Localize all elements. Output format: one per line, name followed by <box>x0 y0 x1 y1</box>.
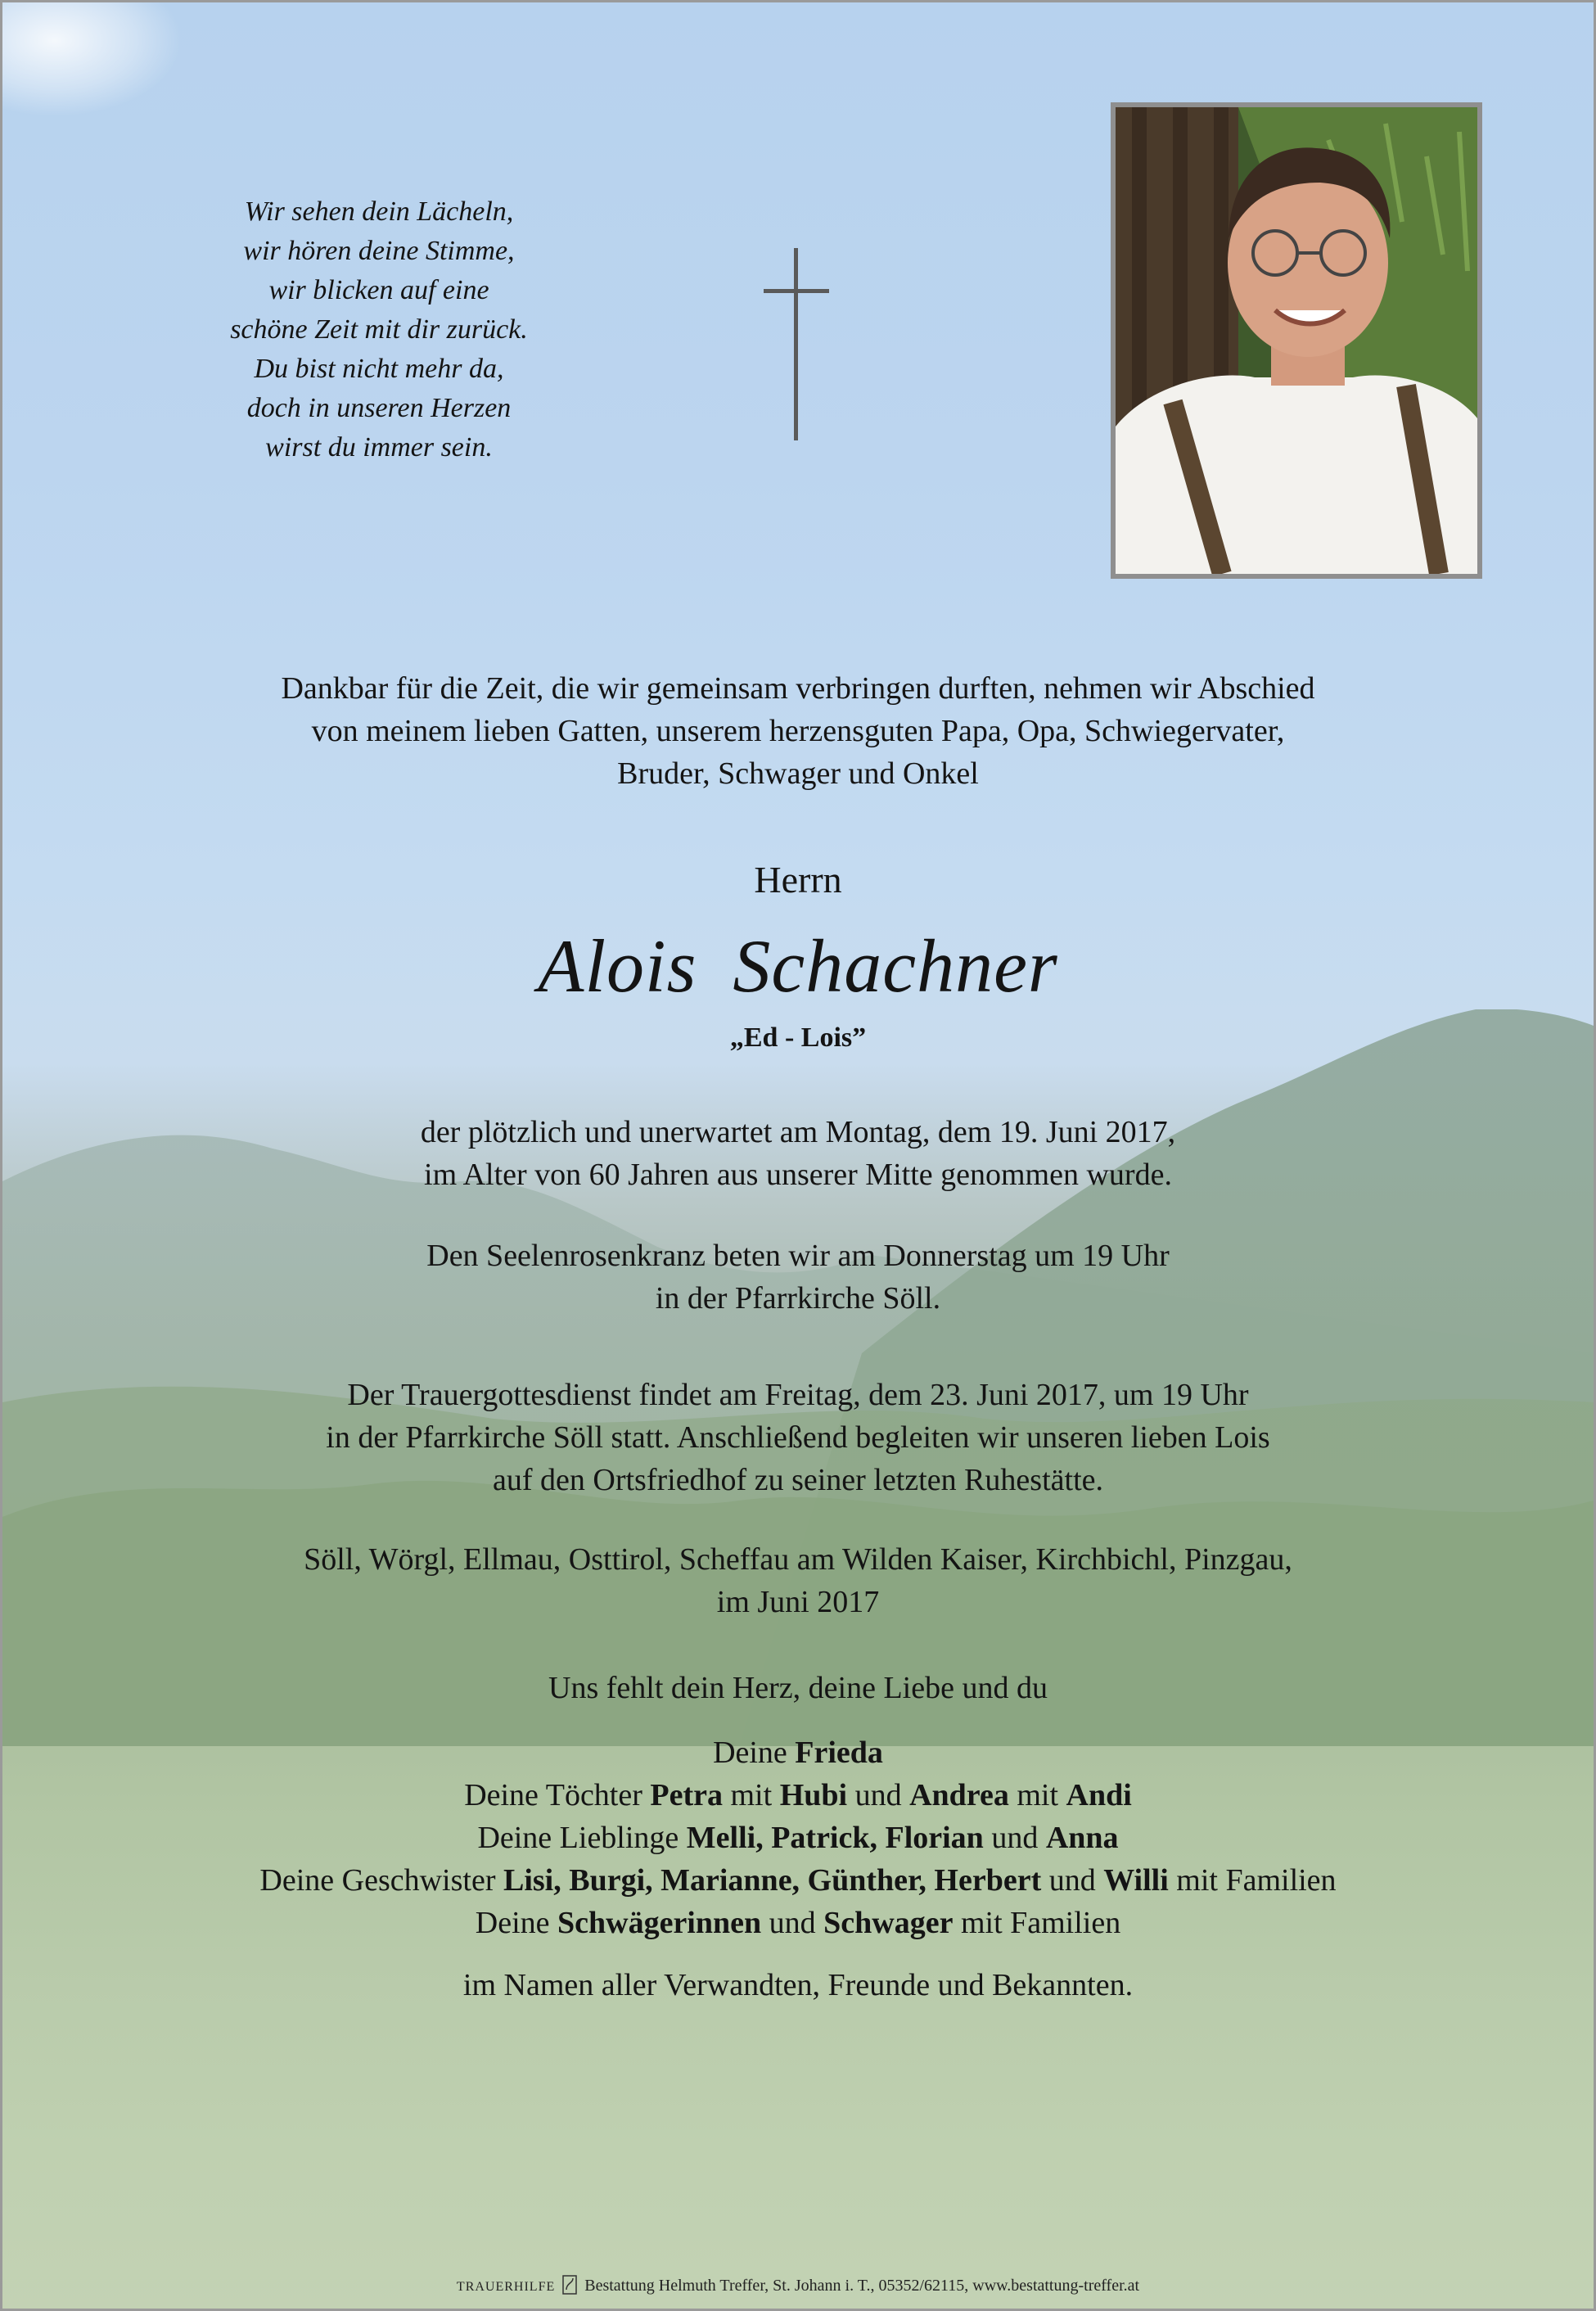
mourner-in-laws <box>2 1902 1594 1944</box>
mourner-name: Schwager <box>823 1906 954 1940</box>
mourner-name: Willi <box>1103 1863 1169 1898</box>
mourner-prefix: Deine Geschwister <box>259 1863 496 1898</box>
mourner-prefix: Deine Lieblinge <box>477 1821 679 1855</box>
mourner-grandchildren <box>2 1817 1594 1859</box>
poem-line: wirst du immer sein. <box>265 432 493 463</box>
mourner-name: Petra <box>650 1778 723 1812</box>
mourner-suffix: mit Familien <box>960 1906 1121 1940</box>
salutation: Herrn <box>754 859 842 900</box>
mourner-connector: und <box>854 1778 902 1812</box>
mourner-name: Hubi <box>779 1778 848 1812</box>
mourner-name: Melli, Patrick, Florian <box>686 1821 984 1855</box>
mourner-prefix: Deine Töchter <box>464 1778 642 1812</box>
portrait-photo <box>1116 107 1477 574</box>
mourner-siblings <box>2 1859 1594 1902</box>
nickname: „Ed - Lois” <box>729 1022 867 1053</box>
death-notice <box>2 1111 1594 1196</box>
mourner-connector: mit <box>730 1778 773 1812</box>
poem-line: wir blicken auf eine <box>268 275 489 305</box>
mourner-prefix: Deine <box>475 1906 550 1940</box>
portrait-frame <box>1111 102 1482 579</box>
missing-line: Uns fehlt dein Herz, deine Liebe und du <box>548 1671 1048 1705</box>
rosary-notice <box>2 1234 1594 1320</box>
mourner-suffix: mit Familien <box>1176 1863 1337 1898</box>
funeral-line: in der Pfarrkirche Söll statt. Anschließend begleiten wir unseren lieben Lois <box>326 1420 1270 1455</box>
mourner-name: Andi <box>1066 1778 1132 1812</box>
funeral-line: auf den Ortsfriedhof zu seiner letzten Ruhestätte. <box>493 1463 1103 1497</box>
mourners-list <box>2 1731 1594 1944</box>
mourner-connector: und <box>1048 1863 1096 1898</box>
death-notice-line: der plötzlich und unerwartet am Montag, dem 19. Juni 2017, <box>420 1115 1176 1149</box>
places-and-date <box>2 1538 1594 1623</box>
deceased-name <box>2 921 1594 1011</box>
memorial-poem <box>133 192 624 467</box>
poem-line: schöne Zeit mit dir zurück. <box>230 314 528 345</box>
first-name: Alois <box>538 924 697 1008</box>
rosary-line: in der Pfarrkirche Söll. <box>655 1281 941 1316</box>
places-line: Söll, Wörgl, Ellmau, Osttirol, Scheffau am Wilden Kaiser, Kirchbichl, Pinzgau, <box>304 1542 1292 1577</box>
mourner-connector: und <box>769 1906 816 1940</box>
funeral-notice <box>2 1374 1594 1501</box>
poem-line: doch in unseren Herzen <box>246 393 512 423</box>
mourner-name: Lisi, Burgi, Marianne, Günther, Herbert <box>503 1863 1042 1898</box>
poem-line: Wir sehen dein Lächeln, <box>244 196 514 227</box>
places-line: im Juni 2017 <box>716 1585 880 1619</box>
cloud-decoration <box>0 0 183 117</box>
closing-line: im Namen aller Verwandten, Freunde und Bekannten. <box>462 1968 1134 2002</box>
poem-line: wir hören deine Stimme, <box>243 236 515 266</box>
funeral-logo-icon <box>562 2275 577 2295</box>
intro-line: Dankbar für die Zeit, die wir gemeinsam verbringen durften, nehmen wir Abschied <box>281 671 1315 706</box>
footer-tag: TRAUERHILFE <box>456 2280 556 2294</box>
footer-company: Bestattung Helmuth Treffer, St. Johann i. T., 05352/62115, www.bestattung-treffer.at <box>584 2277 1140 2295</box>
mourner-name: Frieda <box>795 1736 883 1770</box>
mourner-connector: und <box>991 1821 1039 1855</box>
mourner-name: Anna <box>1045 1821 1119 1855</box>
mourner-connector: mit <box>1017 1778 1059 1812</box>
mourner-wife <box>2 1731 1594 1774</box>
mourner-daughters <box>2 1774 1594 1817</box>
mourner-name: Schwägerinnen <box>557 1906 762 1940</box>
rosary-line: Den Seelenrosenkranz beten wir am Donnerstag um 19 Uhr <box>426 1239 1170 1273</box>
intro-line: von meinem lieben Gatten, unserem herzensguten Papa, Opa, Schwiegervater, <box>311 714 1285 748</box>
footer <box>2 2275 1594 2298</box>
mourner-prefix: Deine <box>713 1736 787 1770</box>
funeral-line: Der Trauergottesdienst findet am Freitag, dem 23. Juni 2017, um 19 Uhr <box>347 1378 1249 1412</box>
intro-text <box>2 667 1594 795</box>
last-name: Schachner <box>733 924 1058 1008</box>
cross-icon <box>764 248 829 440</box>
poem-line: Du bist nicht mehr da, <box>254 354 504 384</box>
mourner-name: Andrea <box>909 1778 1009 1812</box>
intro-line: Bruder, Schwager und Onkel <box>617 756 979 791</box>
death-notice-line: im Alter von 60 Jahren aus unserer Mitte genommen wurde. <box>424 1158 1172 1192</box>
